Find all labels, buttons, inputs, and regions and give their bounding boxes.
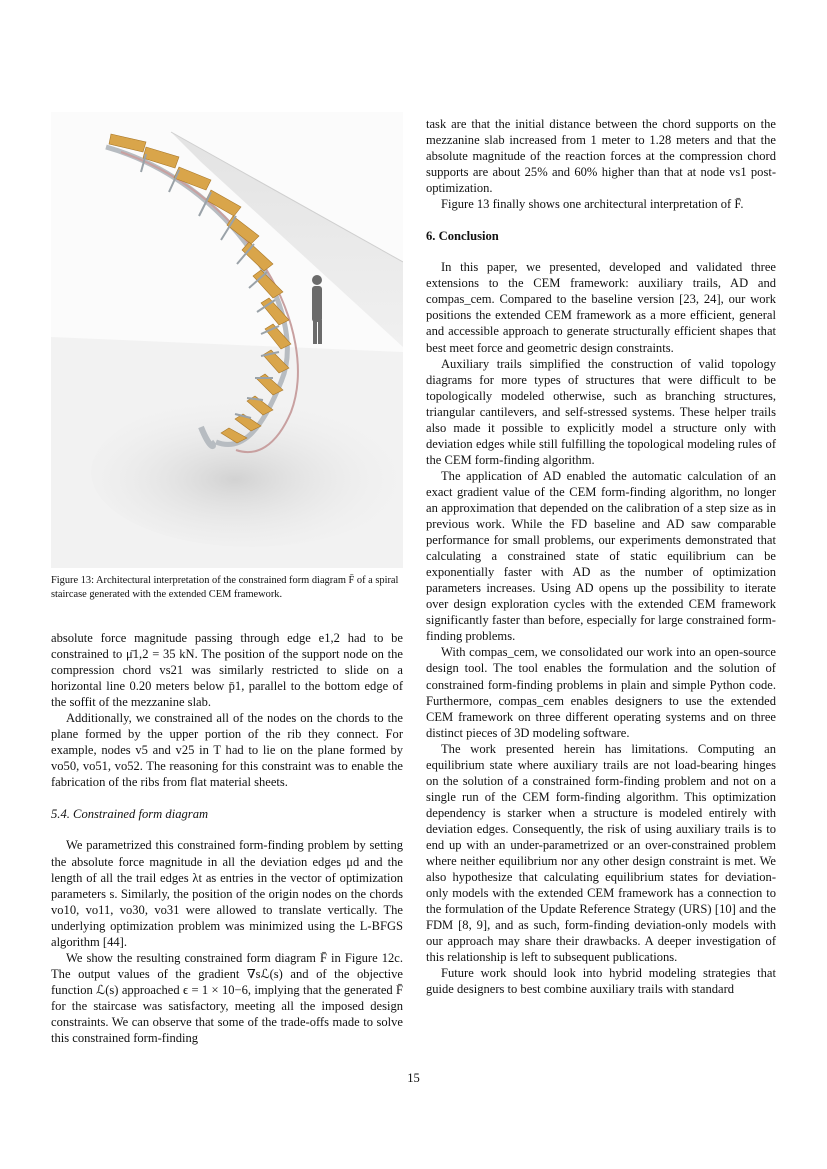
figure-caption bbox=[51, 574, 403, 601]
page-number: 15 bbox=[407, 1071, 420, 1085]
right-paragraph-6: With compas_cem, we consolidated our work into an open-source design tool. The tool enables the formulation and the solution of constrained form-finding problems in plain and simple Python code. Furthermore, compas_cem enables designers to use the extended CEM framework on three different operating systems and on three distinct pieces of 3D modeling software. bbox=[426, 645, 776, 740]
right-paragraph-4: Auxiliary trails simplified the construction of valid topology diagrams for more types of structures that were difficult to be topologically modeled otherwise, such as branching structures, triangular cantilevers, and self-stressed systems. These helper trails also made it possible to explicitly model a structure only with deviation edges while still fulfilling the topological modeling rules of the CEM form-finding algorithm. bbox=[426, 356, 776, 467]
staircase-figure bbox=[51, 112, 403, 568]
caption-label: Figure 13: bbox=[51, 575, 95, 586]
left-column bbox=[51, 630, 403, 1046]
section-heading-5-4: 5.4. Constrained form diagram bbox=[51, 807, 209, 822]
right-paragraph-2: Figure 13 finally shows one architectural interpretation of F̄. bbox=[441, 197, 744, 212]
section-heading-6: 6. Conclusion bbox=[426, 229, 499, 244]
right-paragraph-1: task are that the initial distance between the chord supports on the mezzanine slab increased from 1 meter to 1.28 meters and that the absolute magnitude of the reaction forces at the compression chord supports are about 25% and 60% higher than that at node vs1 post-optimization. bbox=[426, 117, 776, 196]
caption-text: Architectural interpretation of the constrained form diagram F̄ of a spiral staircase generated with the extended CEM framework. bbox=[51, 575, 399, 600]
right-paragraph-3: In this paper, we presented, developed and validated three extensions to the CEM framework: auxiliary trails, AD and compas_cem. Compared to the baseline version [23, 24], our work positions the extended CEM framework as a more efficient, general and accessible approach to generate structurally efficient shapes that best meet force and geometric design constraints. bbox=[426, 260, 776, 355]
right-paragraph-8: Future work should look into hybrid modeling strategies that guide designers to best combine auxiliary trails with standard bbox=[426, 966, 776, 997]
right-column bbox=[426, 116, 776, 997]
right-paragraph-5: The application of AD enabled the automatic calculation of an exact gradient value of the CEM form-finding algorithm, no longer an approximation that depended on the calibration of a step size as in previous work. While the FD baseline and AD saw comparable performance for small problems, our experiments demonstrated that calculating a constrained state of static equilibrium can be exponentially faster with AD as the number of optimization parameters increases. Using AD opens up the possibility to iterate over design exploration cycles with the extended CEM framework significantly faster than before, especially for large constrained form-finding problems. bbox=[426, 468, 776, 644]
left-paragraph-1: absolute force magnitude passing through edge e1,2 had to be constrained to μ̄1,2 = 35 kN. The position of the support node on the compression chord vs21 was similarly restricted to slide on a horizontal line 0.20 meters below p̄1, parallel to the bottom edge of the soffit of the mezzanine slab. bbox=[51, 631, 403, 710]
left-paragraph-4: We show the resulting constrained form diagram F̄ in Figure 12c. The output values of the gradient ∇sℒ(s) and of the objective function ℒ(s) approached ϵ = 1 × 10−6, implying that the generated F̄ for the staircase was satisfactory, meeting all the imposed design constraints. We can observe that some of the trade-offs made to solve this constrained form-finding bbox=[51, 950, 403, 1046]
left-paragraph-3: We parametrized this constrained form-finding problem by setting the absolute force magnitude in all the deviation edges μd and the length of all the trail edges λt as entries in the vector of optimization parameters s. Similarly, the position of the origin nodes on the chords vo10, vo11, vo30, vo31 were allowed to translate vertically. The underlying optimization problem was minimized using the L-BFGS algorithm [44]. bbox=[51, 838, 403, 949]
left-paragraph-2: Additionally, we constrained all of the nodes on the chords to the plane formed by the upper portion of the rib they connect. For example, nodes v5 and v25 in T had to lie on the plane formed by vo50, vo51, vo52. The reasoning for this constraint was to enable the fabrication of the ribs from flat material sheets. bbox=[51, 711, 403, 790]
staircase-rendering bbox=[51, 112, 403, 568]
right-paragraph-7: The work presented herein has limitations. Computing an equilibrium state where auxiliary trails are not load-bearing hinges on the solution of a constrained form-finding problem and not on a single run of the CEM form-finding algorithm. This optimization dependency is starker when a structure is modeled entirely with deviation edges. Consequently, the risk of using auxiliary trails is to end up with an under-parametrized or an over-constrained problem where neither equilibrium nor any other design constraint is met. We also hypothesize that calculating equilibrium states for deviation-only models with the extended CEM framework has a connection to the formulation of the Update Reference Strategy (URS) [10] and the FDM [8, 9], and as such, form-finding deviation-only models with our approach may share their drawbacks. A deeper investigation of this relationship is left to subsequent publications. bbox=[426, 741, 776, 965]
